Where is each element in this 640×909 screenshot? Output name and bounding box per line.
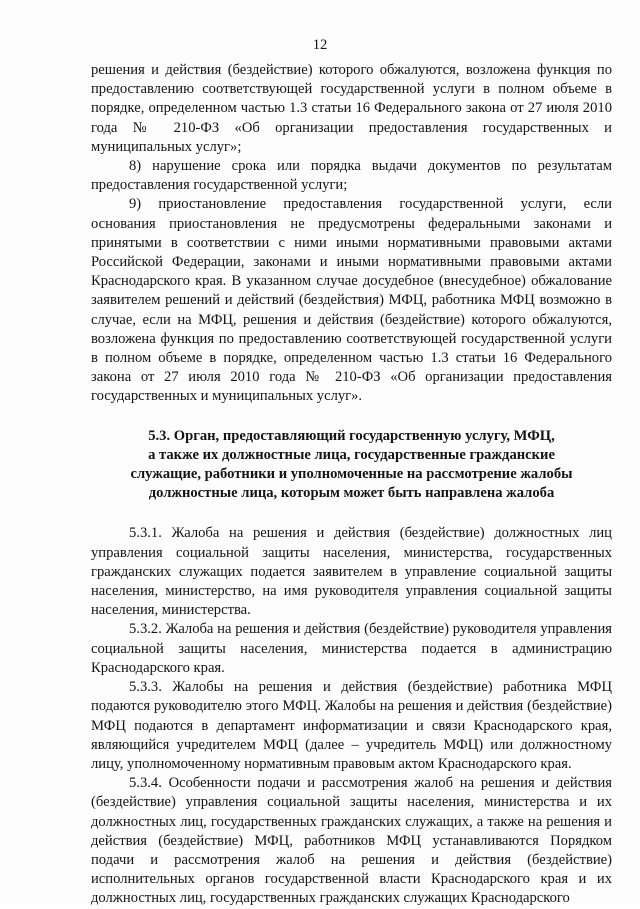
paragraph-5-3-4: 5.3.4. Особенности подачи и рассмотрения жалоб на решения и действия (бездействие) управления социальной защиты населения, министерства и их должностных лиц, государственных гражданских служащих, а также на решения и действия (бездействие) МФЦ, работников МФЦ устанавливаются Порядком подачи и рассмотрения жалоб на решения и действия (бездействие) исполнительных органов государственной власти Краснодарского края и их должностных лиц, государственных гражданских служащих Краснодарского [91, 775, 612, 907]
page-number: 12 [312, 37, 328, 53]
document-body [91, 61, 612, 909]
paragraph-item-9: 9) приостановление предоставления государственной услуги, если основания приостановления не предусмотрены федеральными законами и принятыми в соответствии с ними иными нормативными правовыми актами Российской Федерации, законами и иными нормативными правовыми актами Краснодарского края. В указанном случае досудебное (внесудебное) обжалование заявителем решений и действий (бездействия) МФЦ, работника МФЦ возможно в случае, если на МФЦ, решения и действия (бездействие) которого обжалуются, возложена функция по предоставлению соответствующей государственной услуги в полном объеме в порядке, определенном частью 1.3 статьи 16 Федерального закона от 27 июля 2010 года № 210-ФЗ «Об организации предоставления государственных и муниципальных услуг». [91, 196, 612, 405]
heading-line: должностные лица, которым может быть направлена жалоба [148, 485, 555, 502]
paragraph-5-3-1: 5.3.1. Жалоба на решения и действия (бездействие) должностных лиц управления социальной защиты населения, министерства, государственных гражданских служащих подается заявителем в управление социальной защиты населения, министерство, на имя руководителя управления социальной защиты населения, министерства. [91, 525, 612, 619]
paragraph-5-3-2: 5.3.2. Жалоба на решения и действия (бездействие) руководителя управления социальной защиты населения, министерства подается в администрацию Краснодарского края. [91, 621, 612, 676]
heading-line: а также их должностные лица, государственные гражданские [148, 446, 555, 463]
heading-line: 5.3. Орган, предоставляющий государственную услугу, МФЦ, [148, 427, 555, 444]
heading-line: служащие, работники и уполномоченные на рассмотрение жалобы [130, 466, 573, 483]
section-heading-5-3 [91, 427, 612, 504]
paragraph-intro: решения и действия (бездействие) которого обжалуются, возложена функция по предоставлению соответствующей государственной услуги в полном объеме в порядке, определенном частью 1.3 статьи 16 Федерального закона от 27 июля 2010 года № 210-ФЗ «Об организации предоставления государственных и муниципальных услуг»; [91, 62, 612, 155]
paragraph-5-3-3: 5.3.3. Жалобы на решения и действия (бездействие) работника МФЦ подаются руководителю этого МФЦ. Жалобы на решения и действия (бездействие) МФЦ подаются в департамент информатизации и связи Краснодарского края, являющийся учредителем МФЦ (далее – учредитель МФЦ) или должностному лицу, уполномоченному нормативным правовым актом Краснодарского края. [91, 679, 612, 772]
paragraph-item-8: 8) нарушение срока или порядка выдачи документов по результатам предоставления государственной услуги; [91, 158, 612, 194]
